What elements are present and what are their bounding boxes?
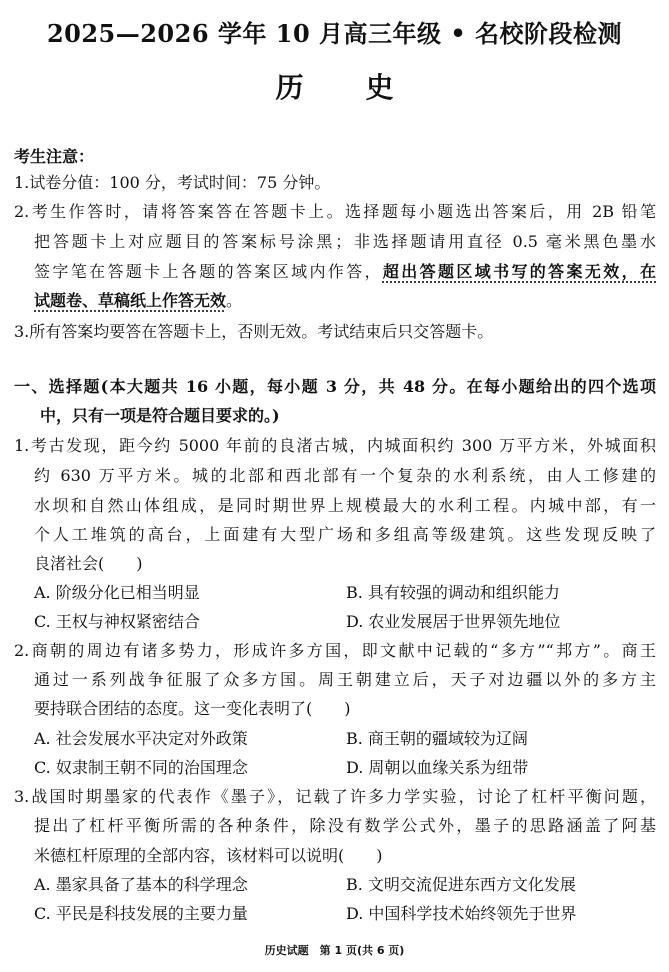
question-1-line-1: 1.考古发现，距今约 5000 年前的良渚古城，内城面积约 300 万平方米，外城面积 [14, 436, 656, 455]
exam-title: 2025—2026 学年 10 月高三年级 • 名校阶段检测 [46, 19, 623, 48]
question-3-option-a: A. 墨家具备了基本的科学理念 [34, 875, 248, 894]
page-footer: 历史试题 第 1 页(共 6 页) [264, 944, 405, 957]
question-3-line-3: 米德杠杆原理的全部内容，该材料可以说明( ) [34, 846, 383, 865]
question-3-line-2: 提出了杠杆平衡所需的各种条件，除没有数学公式外，墨子的思路涵盖了阿基 [34, 816, 656, 835]
question-1-option-b: B. 具有较强的调动和组织能力 [346, 583, 560, 602]
notice-item-2-line-1: 2.考生作答时，请将答案答在答题卡上。选择题每小题选出答案后，用 2B 铅笔 [14, 202, 656, 221]
section-heading-line-2: 中，只有一项是符合题目要求的。) [40, 406, 280, 425]
question-2-option-d: D. 周朝以血缘关系为纽带 [346, 758, 529, 777]
question-1-option-d: D. 农业发展居于世界领先地位 [346, 612, 561, 631]
notice-item-3: 3.所有答案均要答在答题卡上，否则无效。考试结束后只交答题卡。 [14, 322, 494, 341]
notice-item-2-line-3 [34, 262, 656, 282]
question-3-line-1: 3.战国时期墨家的代表作《墨子》，记载了许多力学实验，讨论了杠杆平衡问题， [14, 787, 656, 806]
subject-title: 历史 [275, 71, 456, 104]
question-3-option-c: C. 平民是科技发展的主要力量 [34, 904, 248, 923]
notice-heading: 考生注意： [14, 147, 95, 166]
question-1-line-2: 约 630 万平方米。城的北部和西北部有一个复杂的水利系统，由人工修建的 [34, 466, 656, 485]
notice-item-2-line-3-plain: 签字笔在答题卡上各题的答案区域内作答， [34, 262, 383, 281]
question-2-option-c: C. 奴隶制王朝不同的治国理念 [34, 758, 248, 777]
notice-item-2-line-4-end: 。 [226, 291, 243, 310]
question-1-option-c: C. 王权与神权紧密结合 [34, 612, 200, 631]
question-1-line-3: 水坝和自然山体组成，是同时期世界上规模最大的水利工程。内城中部，有一 [34, 496, 656, 515]
notice-item-2-line-2: 把答题卡上对应题目的答案标号涂黑；非选择题请用直径 0.5 毫米黑色墨水 [34, 232, 656, 251]
question-3-option-b: B. 文明交流促进东西方文化发展 [346, 875, 576, 894]
notice-item-2-line-4 [34, 291, 242, 311]
notice-warning-emphasis: 超出答题区域书写的答案无效，在 [382, 262, 656, 281]
question-2-line-1: 2.商朝的周边有诸多势力，形成许多方国，即文献中记载的“多方”“邦方”。商王 [14, 641, 656, 660]
question-3-option-d: D. 中国科学技术始终领先于世界 [346, 904, 577, 923]
notice-warning-emphasis-2: 试题卷、草稿纸上作答无效 [34, 291, 227, 310]
question-2-line-2: 通过一系列战争征服了众多方国。周王朝建立后，天子对边疆以外的多方主 [34, 670, 656, 689]
question-1-option-a: A. 阶级分化已相当明显 [34, 583, 200, 602]
question-2-option-b: B. 商王朝的疆域较为辽阔 [346, 729, 528, 748]
question-1-line-4: 个人工堆筑的高台，上面建有大型广场和多组高等级建筑。这些发现反映了 [34, 525, 656, 544]
section-heading-line-1: 一、选择题(本大题共 16 小题，每小题 3 分，共 48 分。在每小题给出的四个选项 [14, 377, 656, 396]
question-1-line-5: 良渚社会( ) [34, 554, 143, 573]
question-2-line-3: 要持联合团结的态度。这一变化表明了( ) [34, 699, 351, 718]
question-2-option-a: A. 社会发展水平决定对外政策 [34, 729, 248, 748]
notice-item-1: 1.试卷分值：100 分，考试时间：75 分钟。 [14, 173, 331, 192]
